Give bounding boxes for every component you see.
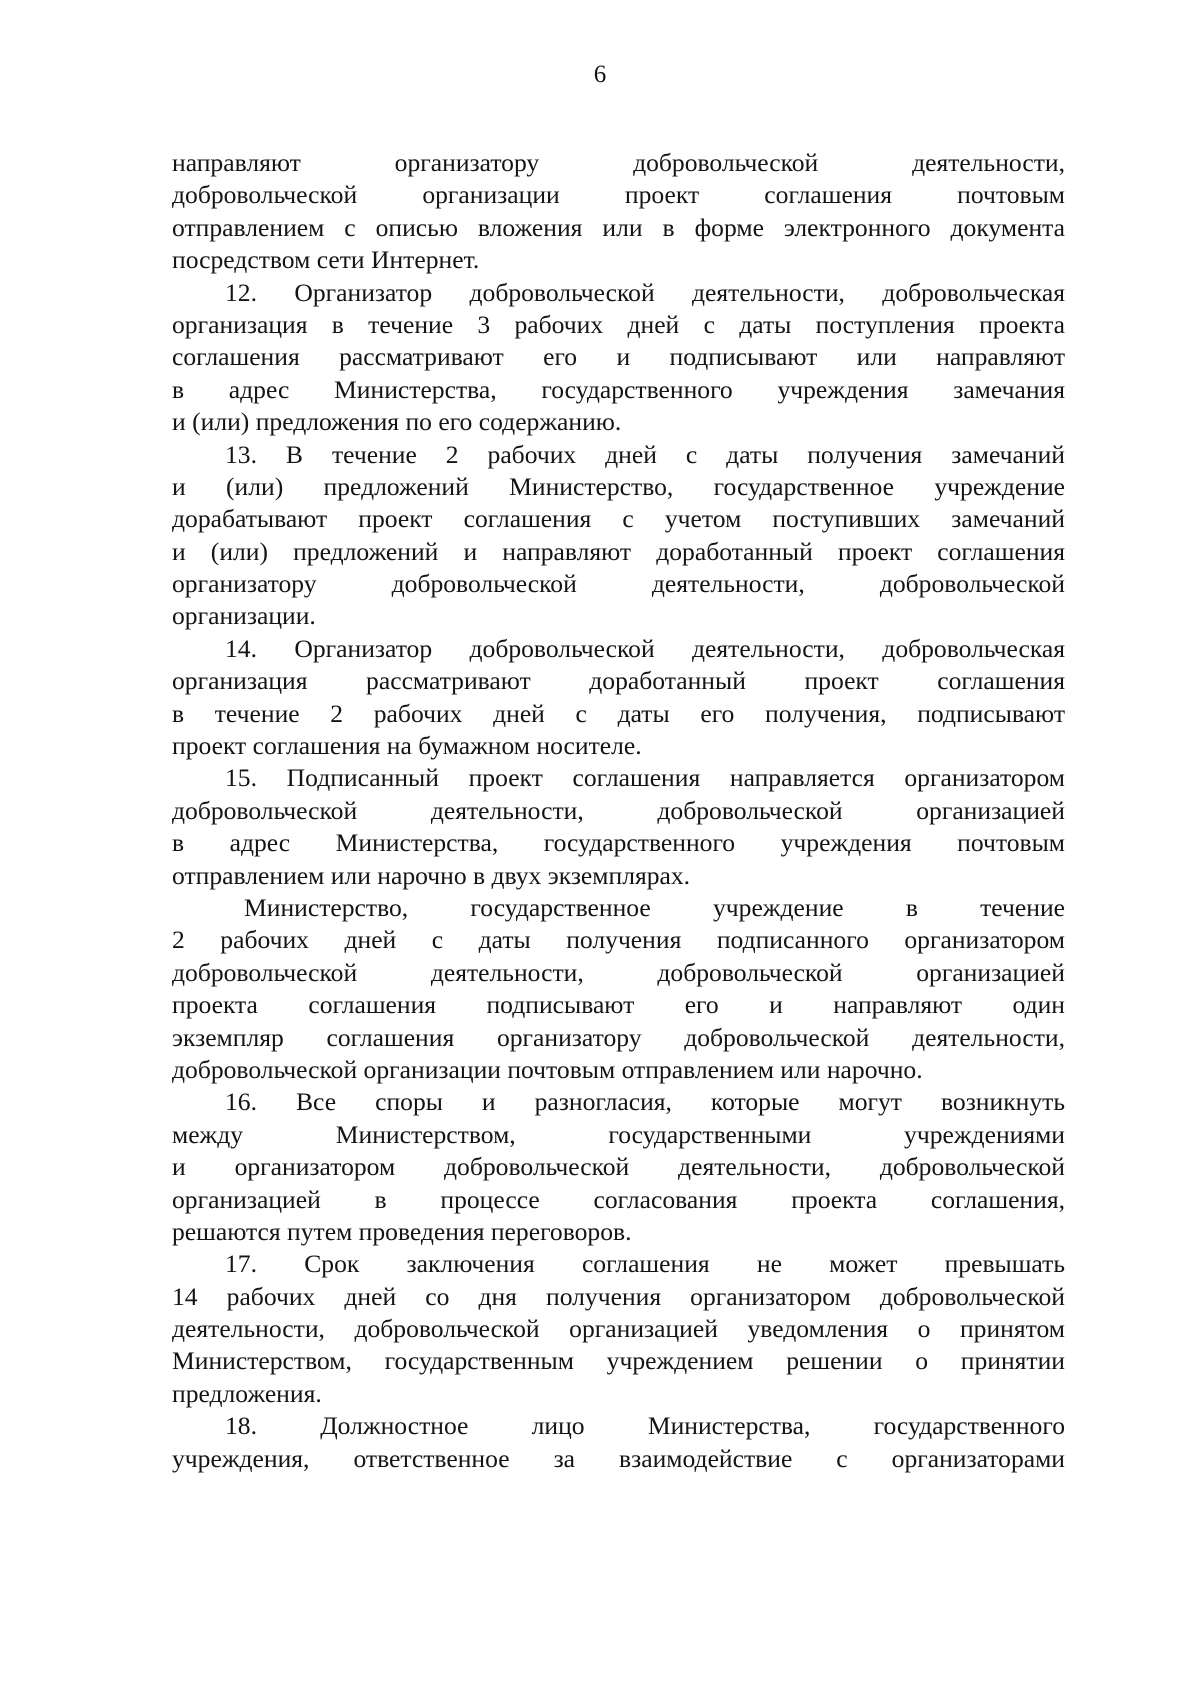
text-line: и (или) предложения по его содержанию. xyxy=(172,407,622,437)
text-line: 2 рабочих дней с даты получения подписанного организатором xyxy=(172,925,1065,955)
text-line: в течение 2 рабочих дней с даты его получения, подписывают xyxy=(172,698,1065,728)
text-line: организацией в процессе согласования проекта соглашения, xyxy=(172,1184,1065,1214)
text-line: организации. xyxy=(172,601,316,631)
text-line: добровольческой деятельности, добровольческой организацией xyxy=(172,795,1065,825)
text-line: и организатором добровольческой деятельности, добровольческой xyxy=(172,1152,1065,1182)
page-number: 6 xyxy=(593,61,607,88)
text-line: 14. Организатор добровольческой деятельности, добровольческая xyxy=(225,633,1065,663)
text-line: 18. Должностное лицо Министерства, государственного xyxy=(225,1411,1065,1441)
text-line: экземпляр соглашения организатору добровольческой деятельности, xyxy=(172,1022,1065,1052)
text-line: решаются путем проведения переговоров. xyxy=(172,1216,632,1246)
text-line: отправлением с описью вложения или в форме электронного документа xyxy=(172,212,1065,242)
text-line: 16. Все споры и разногласия, которые могут возникнуть xyxy=(225,1087,1065,1117)
text-line: организация в течение 3 рабочих дней с даты поступления проекта xyxy=(172,309,1065,339)
text-line: посредством сети Интернет. xyxy=(172,245,480,275)
text-line: 17. Срок заключения соглашения не может превышать xyxy=(225,1249,1065,1279)
text-line: организация рассматривают доработанный проект соглашения xyxy=(172,666,1065,696)
text-line: направляют организатору добровольческой деятельности, xyxy=(172,148,1065,177)
document-body xyxy=(172,147,1065,1475)
text-line: соглашения рассматривают его и подписывают или направляют xyxy=(172,342,1065,372)
text-line: 14 рабочих дней со дня получения организатором добровольческой xyxy=(172,1281,1065,1311)
text-line: в адрес Министерства, государственного учреждения замечания xyxy=(172,374,1065,404)
text-line: проекта соглашения подписывают его и направляют один xyxy=(172,990,1065,1020)
text-line: и (или) предложений и направляют доработанный проект соглашения xyxy=(172,536,1065,566)
text-line: отправлением или нарочно в двух экземплярах. xyxy=(172,860,691,890)
text-line: добровольческой организации почтовым отправлением или нарочно. xyxy=(172,1054,923,1084)
text-line: Министерством, государственным учреждением решении о принятии xyxy=(172,1346,1065,1376)
text-line: добровольческой деятельности, добровольческой организацией xyxy=(172,957,1065,987)
text-line: проект соглашения на бумажном носителе. xyxy=(172,731,642,761)
text-line: в адрес Министерства, государственного учреждения почтовым xyxy=(172,828,1065,858)
text-line: между Министерством, государственными учреждениями xyxy=(172,1119,1065,1149)
text-line: предложения. xyxy=(172,1378,322,1408)
text-line: 12. Организатор добровольческой деятельности, добровольческая xyxy=(225,277,1065,307)
text-line: Министерство, государственное учреждение в течение xyxy=(244,892,1065,922)
text-line: учреждения, ответственное за взаимодействие с организаторами xyxy=(172,1443,1065,1473)
text-line: организатору добровольческой деятельности, добровольческой xyxy=(172,569,1065,599)
text-line: 13. В течение 2 рабочих дней с даты получения замечаний xyxy=(225,439,1065,469)
text-line: дорабатывают проект соглашения с учетом поступивших замечаний xyxy=(172,504,1065,534)
text-line: и (или) предложений Министерство, государственное учреждение xyxy=(172,471,1065,501)
text-line: 15. Подписанный проект соглашения направляется организатором xyxy=(225,763,1065,793)
text-line: добровольческой организации проект соглашения почтовым xyxy=(172,180,1065,210)
text-line: деятельности, добровольческой организацией уведомления о принятом xyxy=(172,1314,1065,1344)
